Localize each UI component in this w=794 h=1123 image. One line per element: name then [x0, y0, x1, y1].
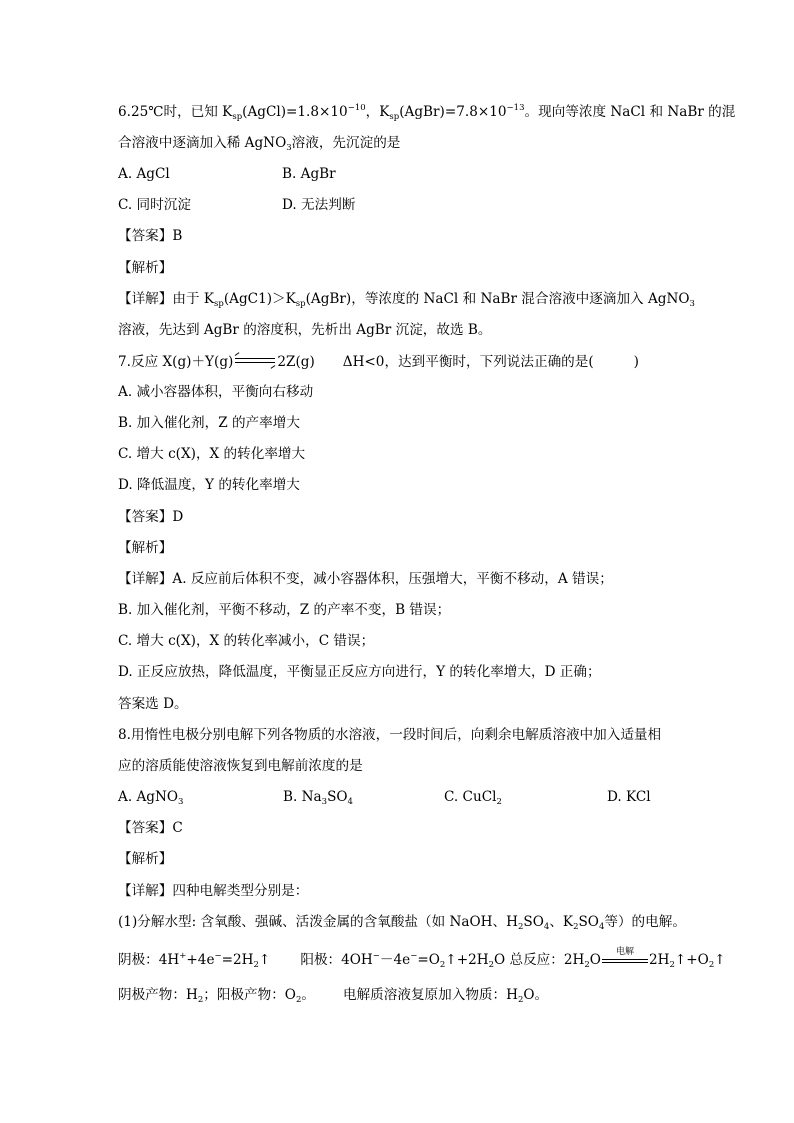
q6-text: 。现向等浓度 NaCl 和 NaBr 的混 [524, 104, 736, 120]
q7-option-c: C. 增大 c(X)，X 的转化率增大 [118, 446, 306, 462]
q6-exp: −10 [347, 103, 366, 113]
q6-text: (AgCl)=1.8×10 [242, 104, 348, 120]
q7-stem [118, 353, 639, 370]
q7-detail-line5: 答案选 D。 [118, 696, 188, 712]
q7-analysis-label: 【解析】 [118, 540, 173, 556]
q7-answer: 【答案】D [118, 509, 184, 525]
q8-stem-line2: 应的溶质能使溶液恢复到电解前浓度的是 [118, 758, 363, 774]
q6-text: 6.25℃时，已知 K [118, 104, 233, 120]
q7-detail-line4: D. 正反应放热，降低温度，平衡显正反应方向进行，Y 的转化率增大，D 正确； [118, 664, 601, 680]
q6-stem-line1 [118, 104, 735, 120]
q7-option-a: A. 减小容器体积，平衡向右移动 [118, 384, 314, 400]
q6-option-a: A. AgCl [118, 166, 170, 182]
q6-text: (AgC1)＞K [223, 291, 296, 307]
q6-text: 合溶液中逐滴加入稀 AgNO [118, 135, 287, 151]
q7-text: ΔH<0，达到平衡时，下列说法正确的是( [342, 354, 594, 370]
q6-option-c: C. 同时沉淀 [118, 197, 191, 213]
q6-analysis-label: 【解析】 [118, 260, 173, 276]
q8-stem-line1: 8.用惰性电极分别电解下列各物质的水溶液，一段时间后，向剩余电解质溶液中加入适量相 [118, 727, 662, 743]
q6-option-d: D. 无法判断 [282, 197, 356, 213]
q6-text: 【详解】由于 K [118, 291, 215, 307]
q6-sub: 3 [286, 143, 292, 153]
q6-sub: sp [214, 299, 224, 309]
q6-text: (AgBr)，等浓度的 NaCl 和 NaBr 混合溶液中逐滴加入 AgNO [305, 291, 690, 307]
equilibrium-arrow-icon [235, 353, 275, 369]
condition-label: 电解 [615, 947, 634, 957]
q8-detail-line2: (1)分解水型: 含氧酸、强碱、活泼金属的含氧酸盐（如 NaOH、$H_2SO_4$、$K_2SO_4$等）的电解。 [118, 914, 686, 932]
q8-option-b: B. $Na_3SO_4$ [283, 789, 353, 807]
q6-detail-line1 [118, 291, 695, 307]
q6-sub: sp [232, 112, 243, 122]
electrolysis-condition-arrow [602, 947, 648, 968]
q8-answer: 【答案】C [118, 820, 183, 836]
q7-detail-line3: C. 增大 c(X)，X 的转化率减小，C 错误； [118, 633, 375, 649]
q8-option-d: D. KCl [607, 789, 651, 805]
q8-detail-line3: 阴极：$4H^++4e^-=2H_2↑$ 阳极：$4OH^--4e^-=O_2↑+2H_2O$ 总反应：$2H_2O$ 电解 $2H_2↑+O_2↑$ [118, 950, 726, 968]
q7-option-b: B. 加入催化剂，Z 的产率增大 [118, 415, 300, 431]
q6-stem-line2 [118, 135, 400, 151]
q8-option-a: A. AgNO$_3$ [118, 789, 184, 807]
q6-sub: 3 [689, 299, 695, 309]
q7-detail-line1: 【详解】A. 反应前后体积不变，减小容器体积，压强增大，平衡不移动，A 错误； [118, 571, 613, 587]
q6-text: (AgBr)=7.8×10 [399, 104, 507, 120]
q8-detail-line4: 阴极产物：$H_2$；阳极产物：$O_2$。 电解质溶液复原加入物质：$H_2O$。 [118, 987, 549, 1005]
q6-option-b: B. AgBr [282, 166, 336, 182]
q6-text: ，K [365, 104, 390, 120]
q8-detail-line1: 【详解】四种电解类型分别是： [118, 883, 309, 899]
q6-sub: sp [295, 299, 306, 309]
q7-text: 2Z(g) [277, 354, 315, 370]
q8-analysis-label: 【解析】 [118, 851, 173, 867]
q6-text: 溶液，先沉淀的是 [291, 135, 401, 151]
q7-option-d: D. 降低温度，Y 的转化率增大 [118, 477, 300, 493]
q7-detail-line2: B. 加入催化剂，平衡不移动，Z 的产率不变，B 错误； [118, 602, 451, 618]
q6-exp: −13 [506, 103, 525, 113]
q8-option-c: C. CuCl$_2$ [444, 789, 502, 807]
q6-detail-line2: 溶液，先达到 AgBr 的溶度积，先析出 AgBr 沉淀，故选 B。 [118, 322, 492, 338]
q6-answer: 【答案】B [118, 228, 183, 244]
q7-text: 7.反应 X(g)＋Y(g) [118, 354, 234, 370]
q6-sub: sp [389, 112, 400, 122]
q7-text: ) [633, 354, 639, 370]
